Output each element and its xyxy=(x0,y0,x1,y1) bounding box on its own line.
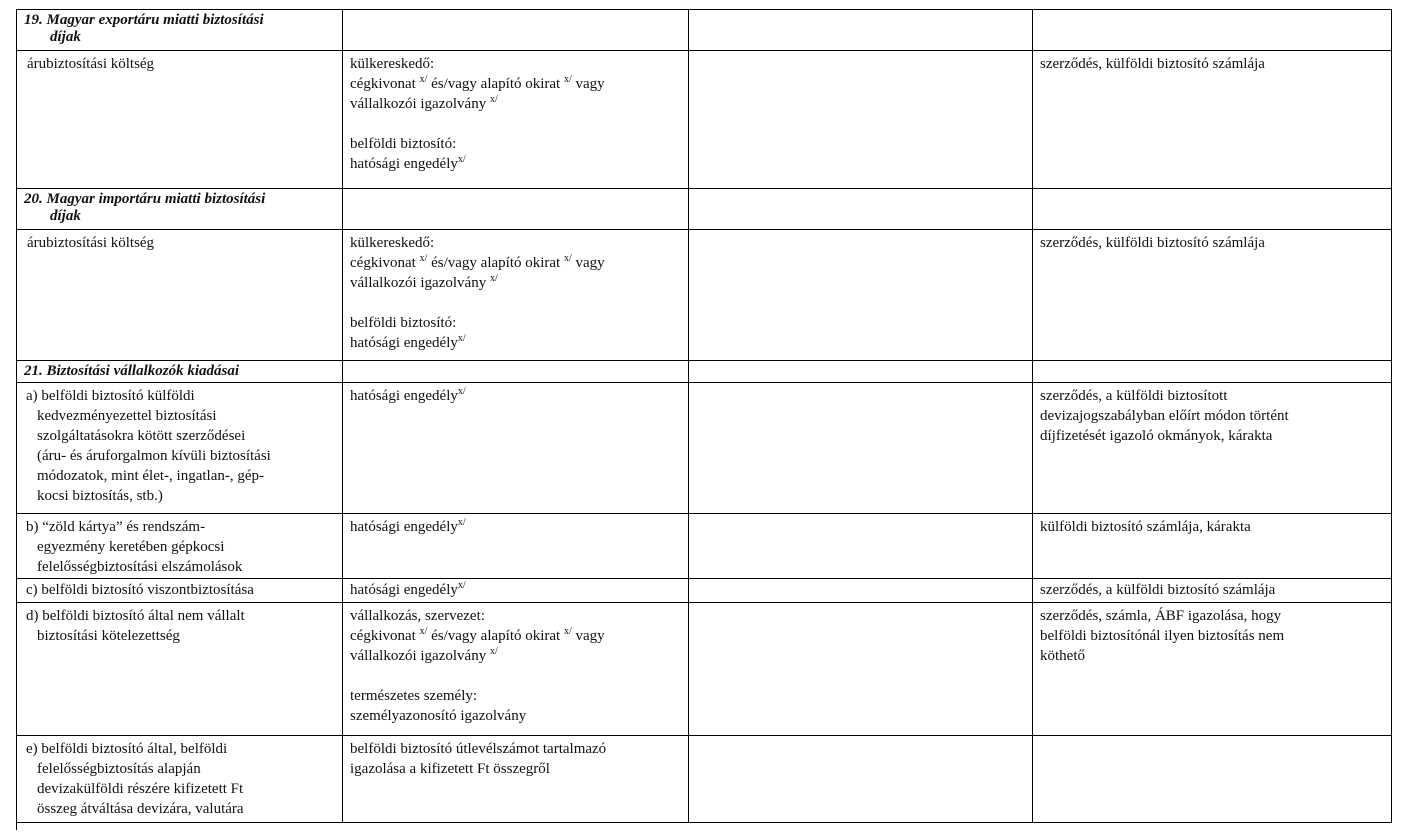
item-line: felelősségbiztosítási elszámolások xyxy=(37,559,243,575)
item-line: felelősségbiztosítás alapján xyxy=(37,761,201,777)
proof-cell xyxy=(1033,230,1392,361)
empty-cell xyxy=(689,189,1033,230)
doc-line: vállalkozás, szervezet: xyxy=(350,608,485,624)
section-header-19 xyxy=(17,10,343,51)
section-title-cont: díjak xyxy=(50,29,81,45)
proof-cell xyxy=(1033,579,1392,603)
item-line: kocsi biztosítás, stb.) xyxy=(37,488,163,504)
proof-line: devizajogszabályban előírt módon történt xyxy=(1040,408,1289,424)
proof-text: szerződés, külföldi biztosító számlája xyxy=(1040,56,1265,72)
doc-line: hatósági engedély$^{x/}$ xyxy=(350,154,466,172)
doc-text: hatósági engedély xyxy=(350,519,458,535)
doc-line: belföldi biztosító: xyxy=(350,136,457,152)
proof-cell xyxy=(1033,603,1392,736)
doc-text: hatósági engedély xyxy=(350,582,458,598)
required-docs-cell xyxy=(343,603,689,736)
empty-cell xyxy=(689,10,1033,51)
doc-line: vállalkozói igazolvány $^{x/}$ xyxy=(350,273,498,291)
empty-cell xyxy=(689,736,1033,823)
doc-line: cégkivonat $^{x/}$ és/vagy alapító okirat $^{x/}$ vagy xyxy=(350,253,605,271)
doc-line: belföldi biztosító útlevélszámot tartalmazó xyxy=(350,741,607,757)
item-cell xyxy=(17,736,343,823)
empty-cell xyxy=(689,514,1033,579)
empty-cell xyxy=(1033,361,1392,383)
doc-line: cégkivonat $^{x/}$ és/vagy alapító okirat $^{x/}$ vagy xyxy=(350,626,605,644)
proof-cell xyxy=(1033,736,1392,823)
doc-line: személyazonosító igazolvány xyxy=(350,708,527,724)
required-docs-cell: hatósági engedély$^{x/}$ xyxy=(343,383,689,514)
item-cell xyxy=(17,230,343,361)
item-line: a) belföldi biztosító külföldi xyxy=(26,388,195,404)
proof-line: szerződés, a külföldi biztosított xyxy=(1040,388,1228,404)
proof-line: köthető xyxy=(1040,648,1085,664)
proof-line: szerződés, számla, ÁBF igazolása, hogy xyxy=(1040,608,1282,624)
section-header-20 xyxy=(17,189,343,230)
required-docs-cell xyxy=(343,736,689,823)
empty-cell xyxy=(1033,189,1392,230)
empty-cell xyxy=(689,230,1033,361)
item-line: módozatok, mint élet-, ingatlan-, gép- xyxy=(37,468,265,484)
doc-line: vállalkozói igazolvány $^{x/}$ xyxy=(350,94,498,112)
doc-text: hatósági engedély xyxy=(350,388,458,404)
empty-cell xyxy=(689,361,1033,383)
section-title: 19. Magyar exportáru miatti biztosítási xyxy=(24,12,264,28)
section-header-21 xyxy=(17,361,343,383)
section-title: 20. Magyar importáru miatti biztosítási xyxy=(24,191,266,207)
required-docs-cell: hatósági engedély$^{x/}$ xyxy=(343,514,689,579)
empty-cell xyxy=(689,383,1033,514)
empty-cell xyxy=(343,189,689,230)
item-line: b) “zöld kártya” és rendszám- xyxy=(26,519,206,535)
empty-cell xyxy=(689,579,1033,603)
item-cell xyxy=(17,383,343,514)
document-table xyxy=(16,9,1392,830)
item-cell xyxy=(17,579,343,603)
proof-cell xyxy=(1033,514,1392,579)
empty-cell xyxy=(689,603,1033,736)
empty-cell xyxy=(1033,10,1392,51)
item-line: szolgáltatásokra kötött szerződései xyxy=(37,428,246,444)
section-title-cont: díjak xyxy=(50,208,81,224)
empty-cell xyxy=(343,361,689,383)
item-line: e) belföldi biztosító által, belföldi xyxy=(26,741,228,757)
item-line: egyezmény keretében gépkocsi xyxy=(37,539,225,555)
proof-text: szerződés, a külföldi biztosító számlája xyxy=(1040,582,1276,598)
required-docs-cell: hatósági engedély$^{x/}$ xyxy=(343,579,689,603)
proof-cell xyxy=(1033,51,1392,189)
item-text: árubiztosítási költség xyxy=(27,56,155,72)
item-text: árubiztosítási költség xyxy=(27,235,155,251)
doc-line: vállalkozói igazolvány $^{x/}$ xyxy=(350,646,498,664)
proof-line: belföldi biztosítónál ilyen biztosítás nem xyxy=(1040,628,1285,644)
doc-line: külkereskedő: xyxy=(350,56,435,72)
item-cell xyxy=(17,514,343,579)
item-line: összeg átváltása devizára, valutára xyxy=(37,801,244,817)
proof-cell xyxy=(1033,383,1392,514)
item-cell xyxy=(17,51,343,189)
item-line: kedvezményezettel biztosítási xyxy=(37,408,217,424)
empty-cell xyxy=(689,51,1033,189)
section-title: 21. Biztosítási vállalkozók kiadásai xyxy=(24,363,240,379)
proof-text: külföldi biztosító számlája, kárakta xyxy=(1040,519,1251,535)
proof-line: díjfizetését igazoló okmányok, kárakta xyxy=(1040,428,1273,444)
doc-line: hatósági engedély$^{x/}$ xyxy=(350,333,466,351)
doc-line: igazolása a kifizetett Ft összegről xyxy=(350,761,550,777)
required-docs-cell xyxy=(343,51,689,189)
item-line: (áru- és áruforgalmon kívüli biztosítási xyxy=(37,448,271,464)
empty-cell xyxy=(343,10,689,51)
doc-line: cégkivonat $^{x/}$ és/vagy alapító okirat $^{x/}$ vagy xyxy=(350,74,605,92)
doc-line: külkereskedő: xyxy=(350,235,435,251)
doc-line: természetes személy: xyxy=(350,688,478,704)
proof-text: szerződés, külföldi biztosító számlája xyxy=(1040,235,1265,251)
item-line: d) belföldi biztosító által nem vállalt xyxy=(26,608,245,624)
item-line: biztosítási kötelezettség xyxy=(37,628,180,644)
doc-line: belföldi biztosító: xyxy=(350,315,457,331)
required-docs-cell xyxy=(343,230,689,361)
item-line: devizakülföldi részére kifizetett Ft xyxy=(37,781,244,797)
item-cell xyxy=(17,603,343,736)
item-text: c) belföldi biztosító viszontbiztosítása xyxy=(26,582,254,598)
